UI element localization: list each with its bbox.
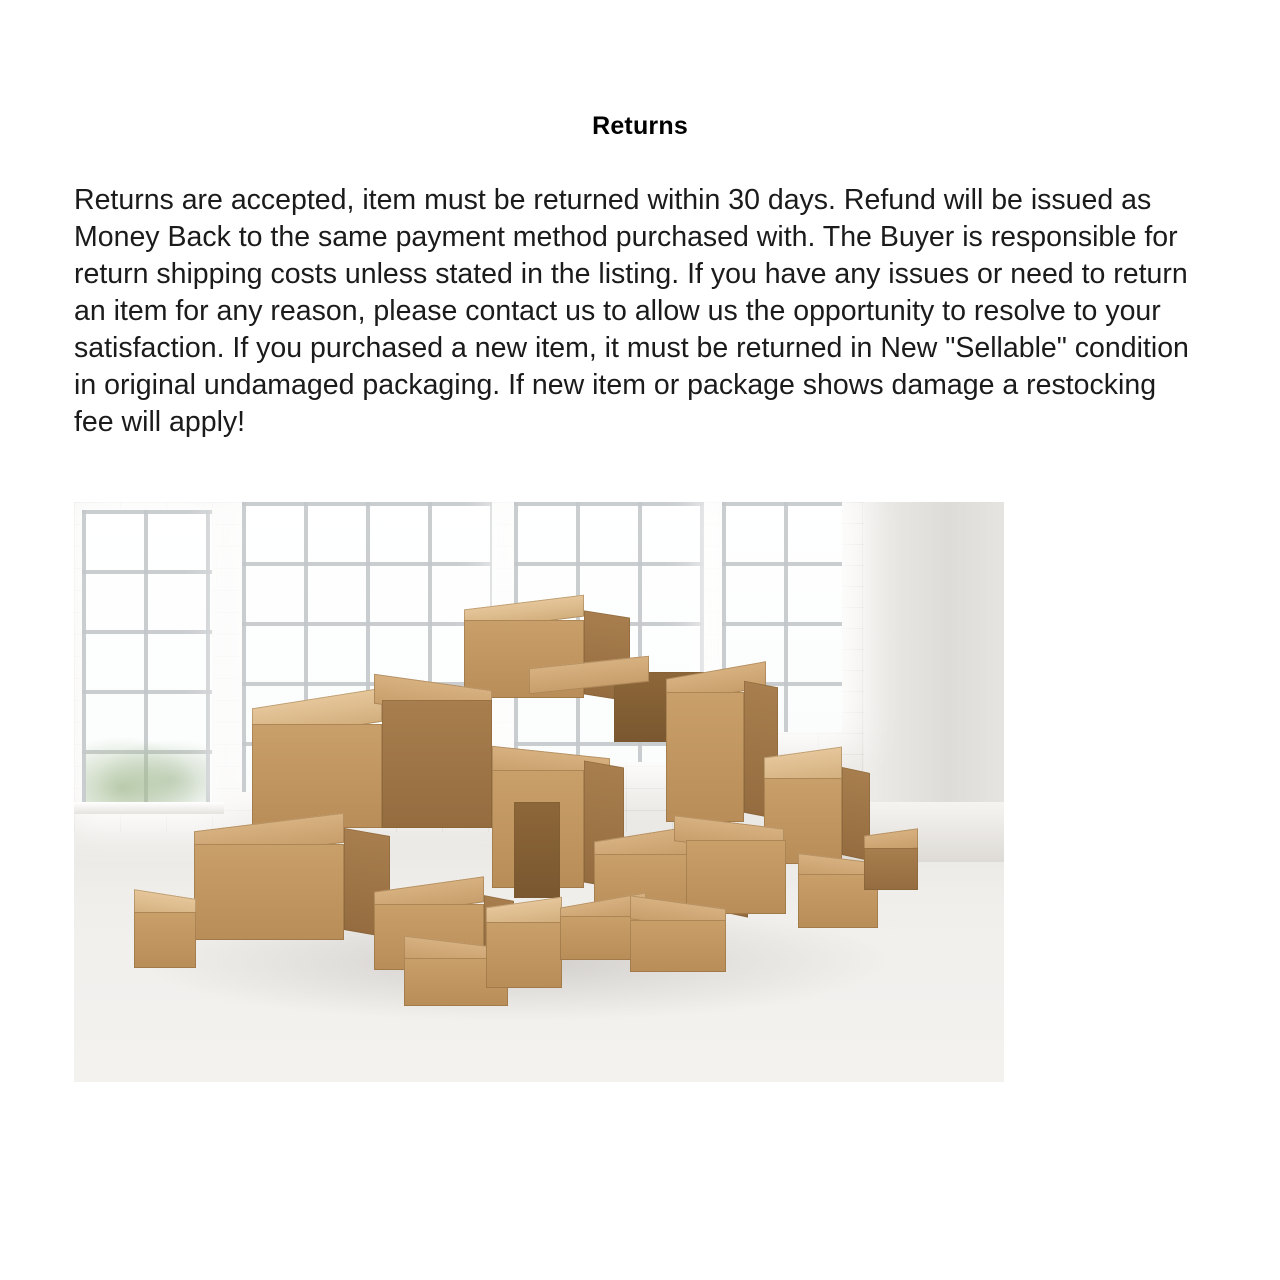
photo-scene — [74, 502, 1004, 1082]
box-front-open-front — [486, 922, 562, 988]
box-center-back-dark — [514, 802, 560, 898]
box-left-upper-front — [252, 724, 382, 828]
box-right-tall-front — [666, 692, 744, 822]
window-sill — [74, 802, 224, 814]
box-left-upper-side — [382, 700, 492, 828]
returns-policy-text: Returns are accepted, item must be returned within 30 days. Refund will be issued as Money Back to the same payment method purchased with. The Buyer is responsible for return shipping costs unless stated in the listing. If you have any issues or need to return an item for any reason, please contact us to allow us the opportunity to resolve to your satisfaction. If you purchased a new item, it must be returned in New "Sellable" condition in original undamaged packaging. If new item or package shows damage a restocking fee will apply! — [74, 184, 1189, 438]
box-left-lower-front — [194, 844, 344, 940]
box-front-right-front — [630, 920, 726, 972]
cardboard-boxes-photo — [74, 502, 1004, 1082]
box-right-edge-front — [864, 848, 918, 890]
box-left-flap-front — [134, 912, 196, 968]
box-mid2-front — [686, 840, 786, 914]
page-title: Returns — [592, 112, 688, 140]
outdoor-greenery — [86, 732, 206, 812]
